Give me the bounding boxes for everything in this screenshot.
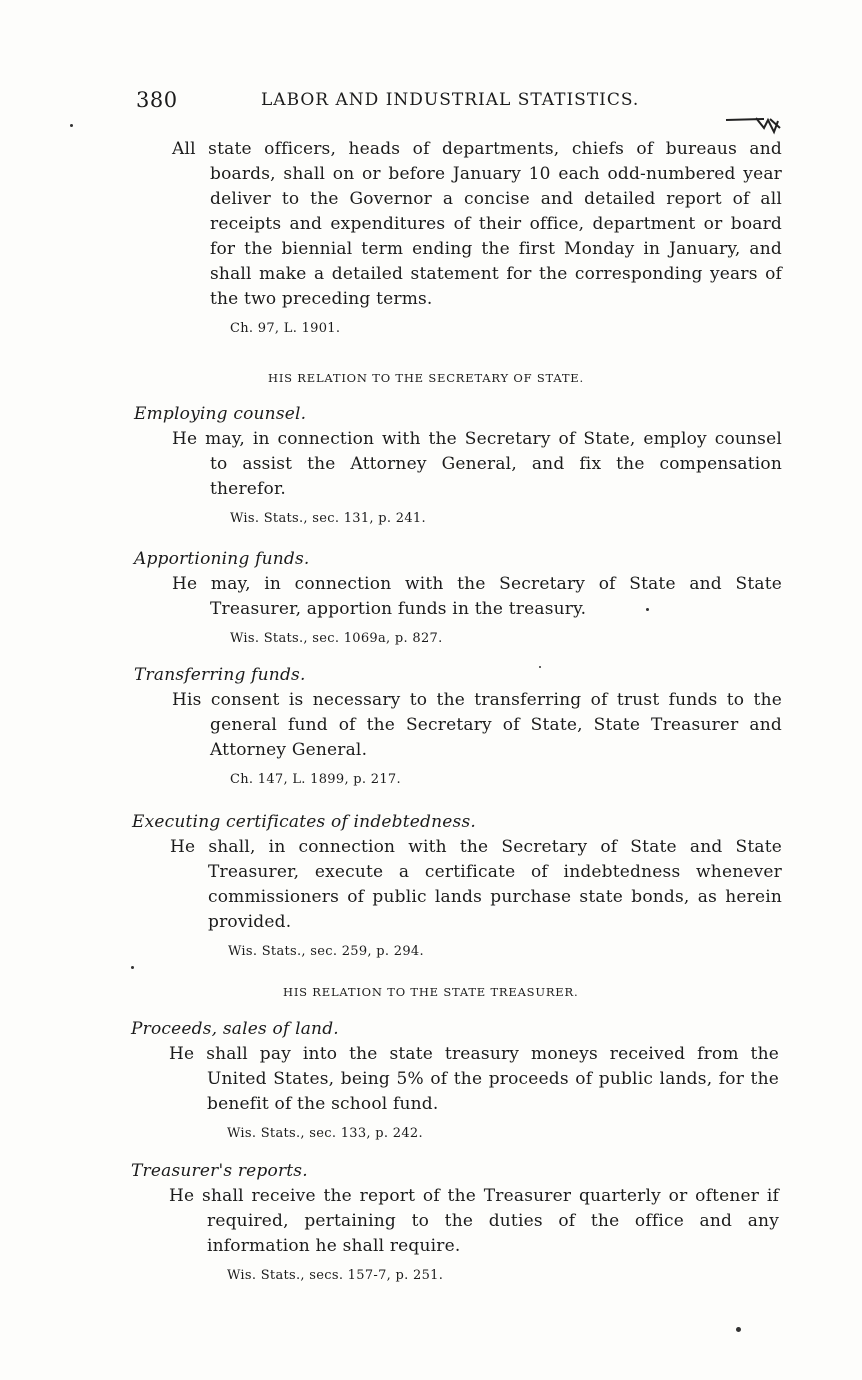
entry-executing-certificates [132, 810, 782, 961]
entry-paragraph: He shall, in connection with the Secretary of State and State Treasurer, execute a certificate of indebtedness whenever commissioners of public lands purchase state bonds, as herein provided. [170, 837, 782, 932]
entry-heading: Transferring funds. [134, 665, 306, 685]
entry-citation: Wis. Stats., sec. 131, p. 241. [230, 511, 426, 526]
section-title-treasurer: HIS RELATION TO THE STATE TREASURER. [283, 985, 579, 999]
paper-speck [70, 124, 73, 127]
entry-proceeds-sales-of-land [131, 1017, 779, 1143]
section-title-secretary: HIS RELATION TO THE SECRETARY OF STATE. [268, 371, 584, 385]
paper-speck [736, 1327, 741, 1332]
entry-treasurers-reports [131, 1159, 779, 1285]
entry-paragraph: He may, in connection with the Secretary of State, employ counsel to assist the Attorney General, and fix the compensation therefor. [172, 429, 782, 499]
entry-employing-counsel [134, 402, 782, 528]
entry-citation: Wis. Stats., sec. 259, p. 294. [228, 944, 424, 959]
entry-citation: Wis. Stats., sec. 133, p. 242. [227, 1126, 423, 1141]
intro-paragraph: All state officers, heads of departments, chiefs of bureaus and boards, shall on or before January 10 each odd-numbered year deliver to the Governor a concise and detailed report of all receipts and expenditures of their office, department or board for the biennial term ending the first Monday in January, and shall make a detailed statement for the corresponding years of the two preceding terms. [172, 139, 782, 309]
ink-mark-icon [724, 116, 784, 138]
entry-paragraph: His consent is necessary to the transferring of trust funds to the general fund of the Secretary of State, State Treasurer and Attorney General. [172, 690, 782, 760]
entry-heading: Executing certificates of indebtedness. [132, 812, 476, 832]
entry-heading: Treasurer's reports. [131, 1161, 308, 1181]
intro-citation: Ch. 97, L. 1901. [230, 321, 341, 336]
paper-speck [646, 608, 649, 611]
entry-paragraph: He shall receive the report of the Treasurer quarterly or oftener if required, pertaining to the duties of the office and any information he shall require. [169, 1186, 779, 1256]
page-number: 380 [136, 88, 178, 112]
entry-citation: Wis. Stats., secs. 157-7, p. 251. [227, 1268, 444, 1283]
paper-speck [539, 666, 541, 668]
entry-citation: Ch. 147, L. 1899, p. 217. [230, 772, 401, 787]
intro-block [172, 137, 782, 338]
entry-citation: Wis. Stats., sec. 1069a, p. 827. [230, 631, 443, 646]
entry-transferring-funds [134, 663, 782, 789]
entry-apportioning-funds [134, 547, 782, 648]
entry-paragraph: He may, in connection with the Secretary of State and State Treasurer, apportion funds in the treasury. [172, 574, 782, 619]
running-title: LABOR AND INDUSTRIAL STATISTICS. [261, 90, 640, 110]
entry-heading: Apportioning funds. [134, 549, 310, 569]
page-header [136, 88, 776, 116]
paper-speck [131, 966, 134, 969]
entry-heading: Employing counsel. [134, 404, 307, 424]
entry-paragraph: He shall pay into the state treasury moneys received from the United States, being 5% of the proceeds of public lands, for the benefit of the school fund. [169, 1044, 779, 1114]
entry-heading: Proceeds, sales of land. [131, 1019, 339, 1039]
